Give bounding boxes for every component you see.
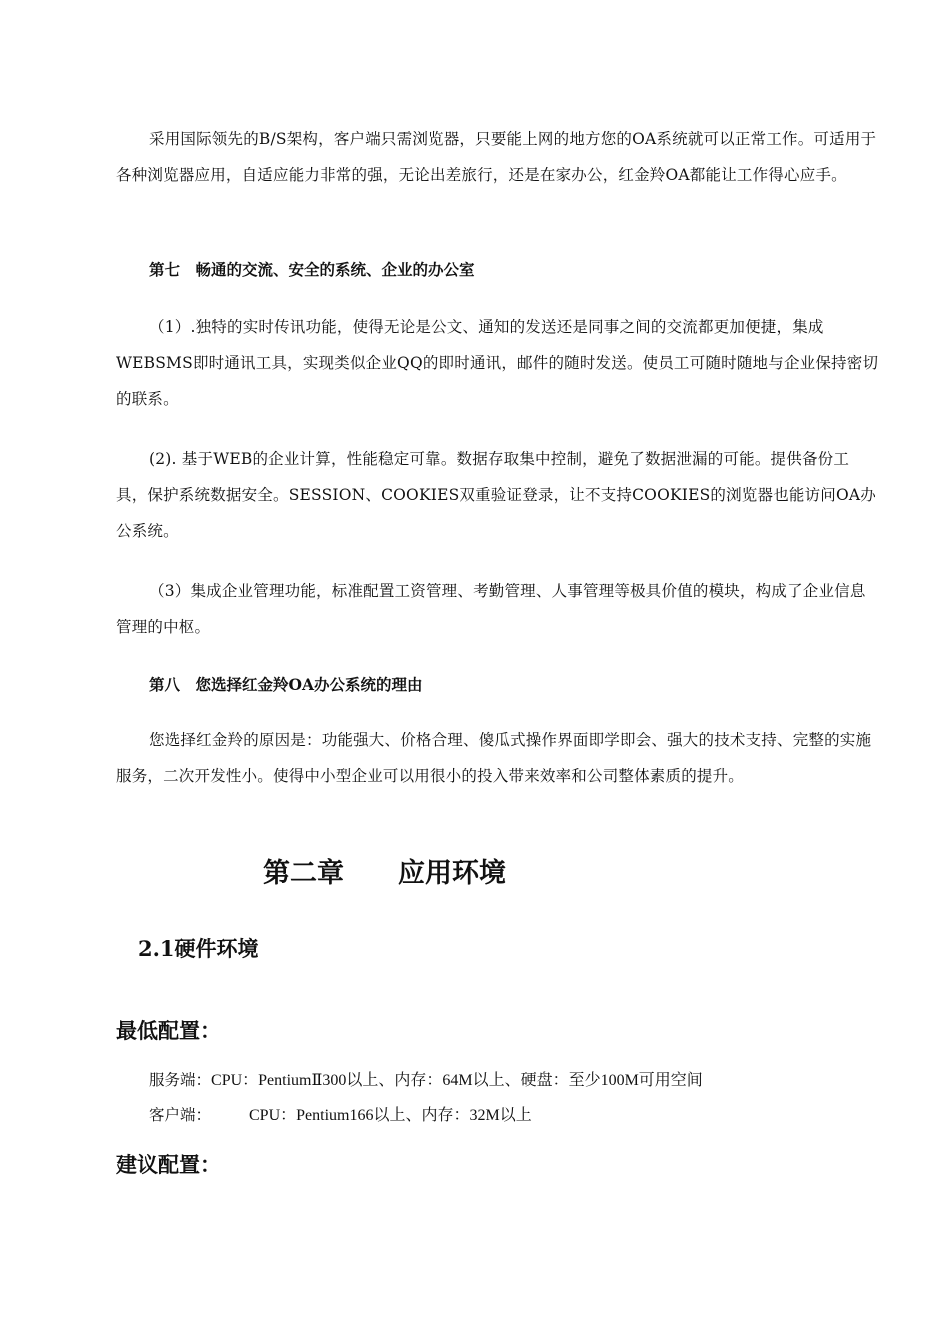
section-7-heading: 第七 畅通的交流、安全的系统、企业的办公室 [149,260,475,279]
section-2-1-heading: 2.1硬件环境 [138,936,259,961]
chapter-title: 第二章 应用环境 [263,858,506,889]
section-8-heading: 第八 您选择红金羚OA办公系统的理由 [149,675,423,694]
section-7-item-1: （1）.独特的实时传讯功能，使得无论是公文、通知的发送还是同事之间的交流都更加便捷，集成WEBSMS即时通讯工具，实现类似企业QQ的即时通讯，邮件的随时发送。使员工可随时随地与企业保持密切的联系。 [116,318,879,408]
intro-paragraph: 采用国际领先的B/S架构，客户端只需浏览器，只要能上网的地方您的OA系统就可以正常工作。可适用于各种浏览器应用，自适应能力非常的强，无论出差旅行，还是在家办公，红金羚OA都能让工作得心应手。 [116,130,877,184]
section-7-item-2: (2). 基于WEB的企业计算，性能稳定可靠。数据存取集中控制，避免了数据泄漏的可能。提供备份工具，保护系统数据安全。SESSION、COOKIES双重验证登录，让不支持COOKIES的浏览器也能访问OA办公系统。 [116,450,877,540]
client-value: CPU：Pentium166以上、内存：32M以上 [249,1107,532,1124]
server-value: CPU：PentiumⅡ300以上、内存：64M以上、硬盘：至少100M可用空间 [211,1072,703,1089]
recommended-config-title: 建议配置： [116,1152,221,1177]
server-label: 服务端： [149,1071,212,1089]
client-requirements-row [149,1104,532,1127]
server-requirements-row [149,1069,703,1092]
client-label: 客户端： [149,1106,212,1124]
section-7-item-3: （3）集成企业管理功能，标准配置工资管理、考勤管理、人事管理等极具价值的模块，构成了企业信息管理的中枢。 [116,582,866,636]
section-8-paragraph: 您选择红金羚的原因是：功能强大、价格合理、傻瓜式操作界面即学即会、强大的技术支持、完整的实施服务，二次开发性小。使得中小型企业可以用很小的投入带来效率和公司整体素质的提升。 [116,731,872,785]
min-config-title: 最低配置： [116,1018,221,1043]
